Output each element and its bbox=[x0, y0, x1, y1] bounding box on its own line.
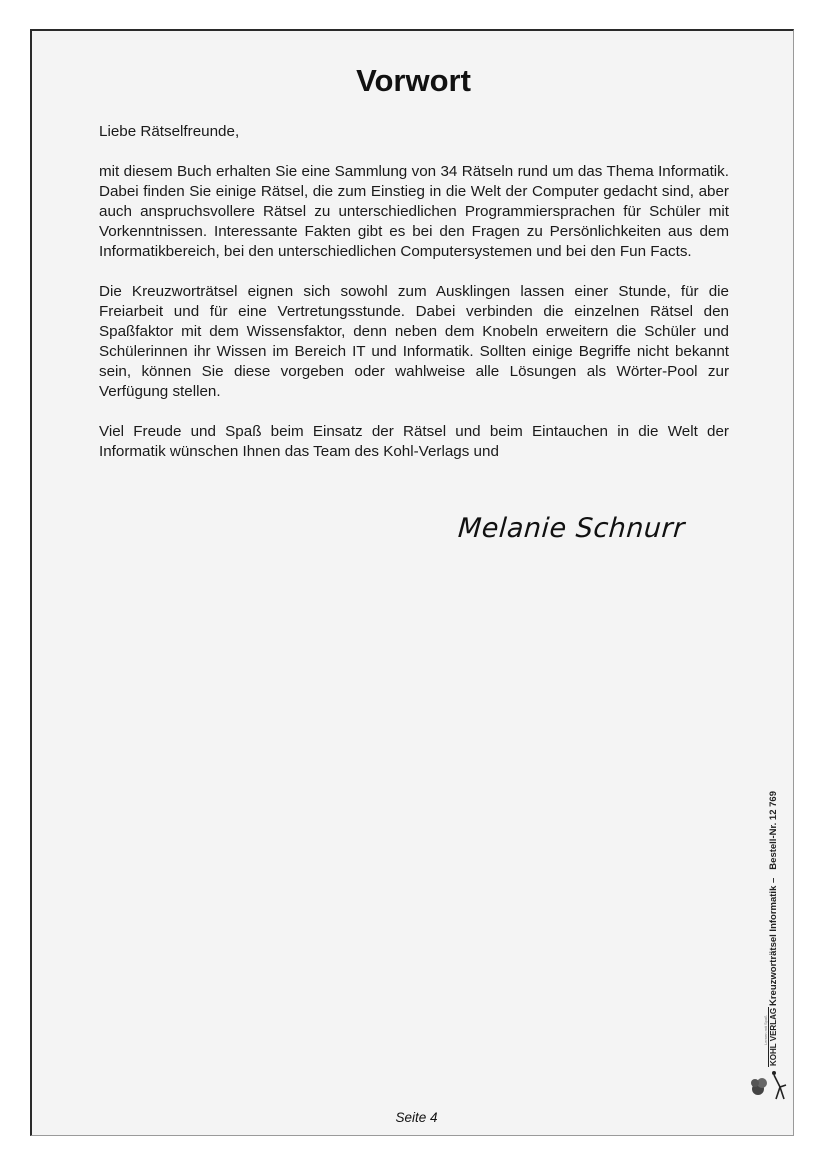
publisher-logo-text: KOHL VERLAG bbox=[769, 1007, 778, 1066]
side-label bbox=[767, 791, 781, 1006]
order-number: Bestell-Nr. 12 769 bbox=[768, 791, 779, 870]
foreword-body bbox=[99, 122, 729, 482]
publisher-mascot-icon bbox=[750, 1063, 788, 1103]
salutation: Liebe Rätselfreunde, bbox=[99, 123, 240, 140]
author-signature: Melanie Schnurr bbox=[456, 513, 686, 544]
page-number: Seite 4 bbox=[395, 1110, 438, 1125]
paragraph-1: mit diesem Buch erhalten Sie eine Sammlung von 34 Rätseln rund um das Thema Informatik. Dabei finden Sie einige Rätsel, die zum Einstieg in die Welt der Computer gedacht sind, aber auch anspruchsvollere Rätsel zu unterschiedlichen Programmiersprachen für Schüler mit Vorkenntnissen. Interessante Fakten gibt es bei den Fragen zu Persönlichkeiten aus dem Informatikbereich, bei den unterschiedlichen Computersystemen und bei den Fun Facts. bbox=[99, 163, 729, 260]
book-title: Kreuzworträtsel Informatik – bbox=[768, 877, 779, 1006]
page-title: Vorwort bbox=[356, 63, 471, 98]
publisher-tagline: Lernen mit Spaß bbox=[763, 1015, 768, 1045]
paragraph-2: Die Kreuzworträtsel eignen sich sowohl zum Ausklingen lassen einer Stunde, für die Freiarbeit und für eine Vertretungsstunde. Dabei verbinden die einzelnen Rätsel den Spaßfaktor mit dem Wissensfaktor, denn neben dem Knobeln erweitern die Schüler und Schülerinnen ihr Wissen im Bereich IT und Informatik. Sollten einige Begriffe nicht bekannt sein, können Sie diese vorgeben oder wahlweise alle Lösungen als Wörter-Pool zur Verfügung stellen. bbox=[99, 283, 729, 400]
paragraph-3: Viel Freude und Spaß beim Einsatz der Rätsel und beim Eintauchen in die Welt der Informatik wünschen Ihnen das Team des Kohl-Verlags und bbox=[99, 423, 729, 460]
publisher-logo bbox=[750, 1007, 790, 1090]
